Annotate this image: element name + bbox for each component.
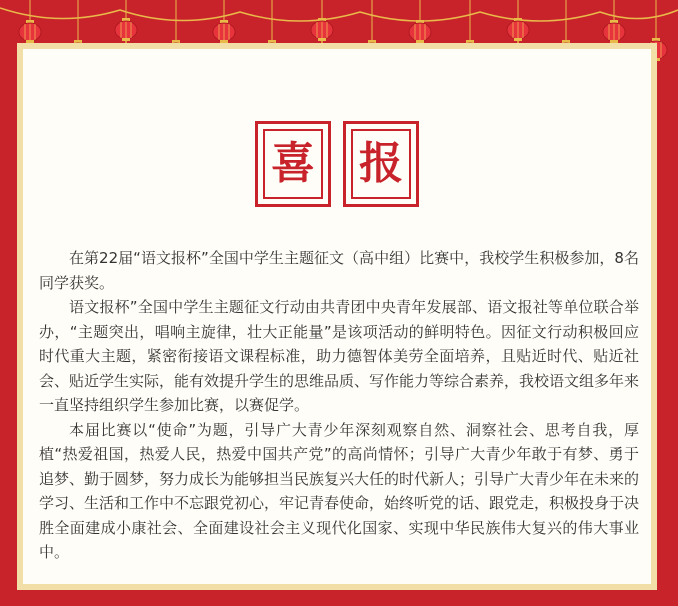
badge-bao (343, 121, 419, 207)
badge-xi-char: 喜 (263, 129, 323, 199)
lantern-icon (311, 0, 333, 47)
lantern-icon (409, 0, 431, 49)
lantern-icon (115, 0, 137, 47)
lantern-icon (213, 0, 235, 49)
title-badges (23, 121, 651, 207)
paragraph-event: 语文报杯”全国中学生主题征文行动由共青团中央青年发展部、语文报社等单位联合举办，“主题突出，唱响主旋律，壮大正能量”是该项活动的鲜明特色。因征文行动积极回应时代重大主题，紧密衔接语文课程标准，助力德智体美劳全面培养，且贴近时代、贴近社会、贴近学生实际，能有效提升学生的思维品质、写作能力等综合素养，我校语文组多年来一直坚持组织学生参加比赛，以赛促学。 (39, 298, 640, 414)
lantern-string (0, 8, 678, 21)
paragraph-award: 在第22届“语文报杯”全国中学生主题征文（高中组）比赛中，我校学生积极参加，8名同学获奖。 (39, 249, 639, 292)
badge-bao-char: 报 (351, 129, 411, 199)
article-body (39, 246, 639, 565)
paragraph-theme: 本届比赛以“使命”为题，引导广大青少年深刻观察自然、洞察社会、思考自我，厚植“热爱祖国，热爱人民，热爱中国共产党”的高尚情怀；引导广大青少年敢于有梦、勇于追梦、勤于圆梦，努力成长为能够担当民族复兴大任的时代新人；引导广大青少年在未来的学习、生活和工作中不忘跟党初心，牢记青春使命，始终听党的话、跟党走，积极投身于决胜全面建成小康社会、全面建设社会主义现代化国家、实现中华民族伟大复兴的伟大事业中。 (39, 420, 640, 561)
lantern-icon (19, 0, 41, 49)
badge-xi (255, 121, 331, 207)
lantern-icon (603, 0, 625, 49)
announcement-card (17, 43, 657, 590)
lantern-icon (507, 0, 529, 47)
